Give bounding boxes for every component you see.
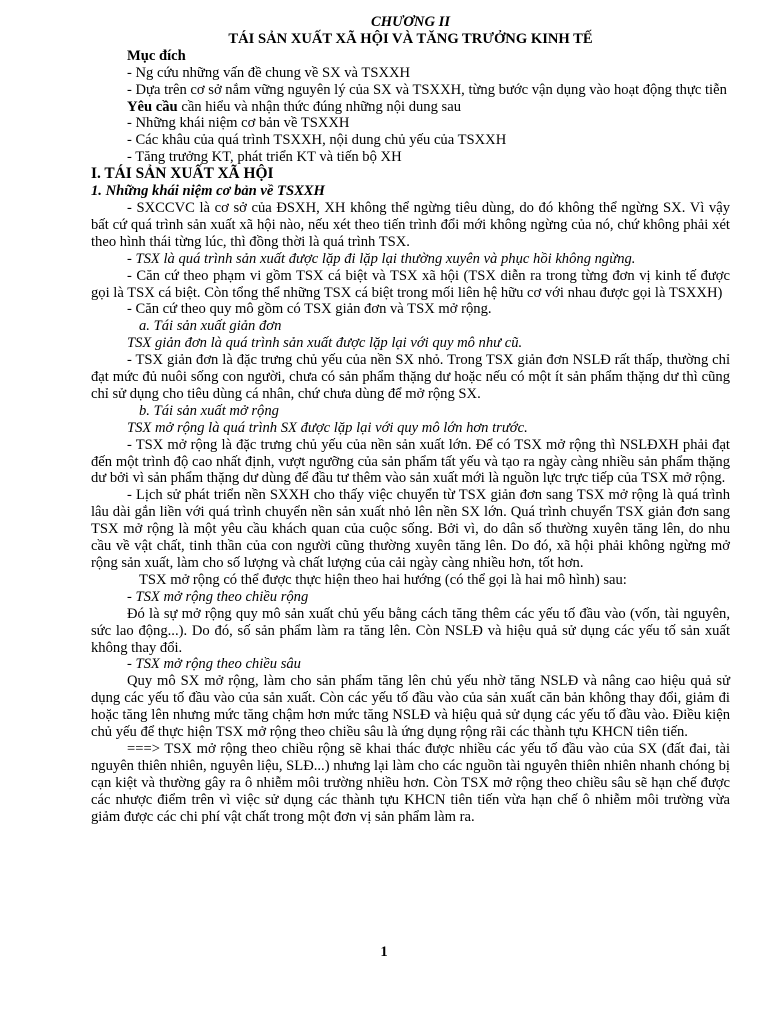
model-heading-width: - TSX mở rộng theo chiều rộng (127, 588, 309, 605)
chapter-title: TÁI SẢN XUẤT XÃ HỘI VÀ TĂNG TRƯỞNG KINH TẾ (228, 30, 593, 47)
definition-paragraph: TSX giản đơn là quá trình sản xuất được lặp lại với quy mô như cũ. (127, 335, 523, 352)
subsection-heading: 1. Những khái niệm cơ bản về TSXXH (91, 183, 325, 200)
chapter-label: CHƯƠNG II (370, 14, 451, 30)
requirements-paragraph (91, 99, 730, 116)
model-heading-depth: - TSX mở rộng theo chiều sâu (127, 656, 301, 673)
paragraph: Quy mô SX mở rộng, làm cho sản phẩm tăng lên chủ yếu nhờ tăng NSLĐ và nâng cao hiệu quả sử dụng các yếu tố đầu vào của sản xuất. Còn các yếu tố đầu vào của sản xuất căn bản không thay đổi, giảm đi hoặc tăng lên nhưng mức tăng chậm hơn mức tăng NSLĐ và hiệu quả sử dụng các yếu tố đầu vào. Điều kiện chủ yếu để thực hiện TSX mở rộng theo chiều sâu là ứng dụng rộng rãi các thành tựu KHCN tiên tiến. (91, 673, 730, 741)
paragraph: - Lịch sử phát triển nền SXXH cho thấy việc chuyển từ TSX giản đơn sang TSX mở rộng là quá trình lâu dài gắn liền với quá trình chuyển nền sản xuất nhỏ lên nền SX lớn. Quá trình chuyển TSX giản đơn sang TSX mở rộng là một yêu cầu khách quan của cuộc sống. Bởi vì, do dân số thường xuyên tăng lên, do nhu cầu về vật chất, tinh thần của con người cũng thường xuyên tăng lên. Do đó, xã hội phải không ngừng mở rộng sản xuất, làm cho số lượng và chất lượng của cải ngày càng nhiều hơn, tốt hơn. (91, 487, 730, 571)
requirements-heading: Yêu cầu (127, 98, 178, 115)
page-number: 1 (380, 944, 388, 960)
requirement-item: - Các khâu của quá trình TSXXH, nội dung chủ yếu của TSXXH (127, 132, 507, 149)
conclusion-paragraph: ===> TSX mở rộng theo chiều rộng sẽ khai thác được nhiều các yếu tố đầu vào của SX (đất đai, tài nguyên thiên nhiên, nguyên liệu, SLĐ...) nhưng lại làm cho các nguồn tài nguyên thiên nhiên nhanh chóng bị cạn kiệt và thường gây ra ô nhiễm môi trường nhiều hơn. Còn TSX mở rộng theo chiều sâu sẽ hạn chế được các nhược điểm trên vì việc sử dụng các thành tựu KHCN tiên tiến vừa hạn chế ô nhiễm môi trường vừa giảm được các chi phí vật chất trong một đơn vị sản phẩm làm ra. (91, 740, 730, 825)
definition-paragraph: TSX mở rộng là quá trình SX được lặp lại với quy mô lớn hơn trước. (127, 419, 528, 436)
requirements-intro: cần hiểu và nhận thức đúng những nội dung sau (177, 98, 462, 115)
purpose-item: - Ng cứu những vấn đề chung về SX và TSXXH (127, 64, 411, 81)
section-heading: I. TÁI SẢN XUẤT XÃ HỘI (91, 165, 274, 183)
purpose-item: - Dựa trên cơ sở nắm vững nguyên lý của SX và TSXXH, từng bước vận dụng vào hoạt động thực tiễn (127, 81, 727, 98)
definition-paragraph: - TSX là quá trình sản xuất được lặp đi lặp lại thường xuyên và phục hồi không ngừng. (127, 250, 636, 267)
paragraph: Đó là sự mở rộng quy mô sản xuất chủ yếu bằng cách tăng thêm các yếu tố đầu vào (vốn, tài nguyên, sức lao động...). Do đó, số sản phẩm làm ra tăng lên. Còn NSLĐ và hiệu quả sử dụng các yếu tố sản xuất không thay đổi. (91, 605, 730, 656)
subsection-a-heading: a. Tái sản xuất giản đơn (139, 318, 282, 335)
paragraph: TSX mở rộng có thể được thực hiện theo hai hướng (có thể gọi là hai mô hình) sau: (139, 571, 627, 588)
paragraph: - Căn cứ theo quy mô gồm có TSX giản đơn và TSX mở rộng. (127, 301, 492, 318)
requirement-item: - Những khái niệm cơ bản về TSXXH (127, 115, 350, 132)
paragraph: - Căn cứ theo phạm vi gồm TSX cá biệt và TSX xã hội (TSX diễn ra trong từng đơn vị kinh tế được gọi là TSX cá biệt. Còn tổng thể những TSX cá biệt trong mối liên hệ hữu cơ với nhau được gọi là TSXXH) (91, 267, 730, 301)
subsection-b-heading: b. Tái sản xuất mở rộng (139, 402, 279, 419)
paragraph: - SXCCVC là cơ sở của ĐSXH, XH không thể ngừng tiêu dùng, do đó không thể ngừng SX. Vì vậy bất cứ quá trình sản xuất xã hội nào, nếu xét theo tiến trình đổi mới không ngừng của nó, chứ không phải xét theo hình thái từng lúc, thì đồng thời là quá trình TSX. (91, 199, 730, 250)
requirement-item: - Tăng trưởng KT, phát triển KT và tiến bộ XH (127, 149, 402, 166)
paragraph: - TSX giản đơn là đặc trưng chủ yếu của nền SX nhỏ. Trong TSX giản đơn NSLĐ rất thấp, thường chỉ đạt mức đủ nuôi sống con người, chưa có sản phẩm thặng dư hoặc nếu có một ít sản phẩm thặng dư thì cũng chỉ sử dụng cho tiêu dùng cá nhân, chứ chưa dùng để mở rộng SX. (91, 352, 730, 402)
paragraph: - TSX mở rộng là đặc trưng chủ yếu của nền sản xuất lớn. Để có TSX mở rộng thì NSLĐXH phải đạt đến một trình độ cao nhất định, vượt ngưỡng của sản phẩm tất yếu và tạo ra ngày càng nhiều sản phẩm thặng dư bởi vì sản phẩm thặng dư dùng để đầu tư thêm vào sản xuất mới là nguồn lực trực tiếp của TSX mở rộng. (91, 436, 730, 487)
purpose-heading: Mục đích (127, 47, 186, 64)
